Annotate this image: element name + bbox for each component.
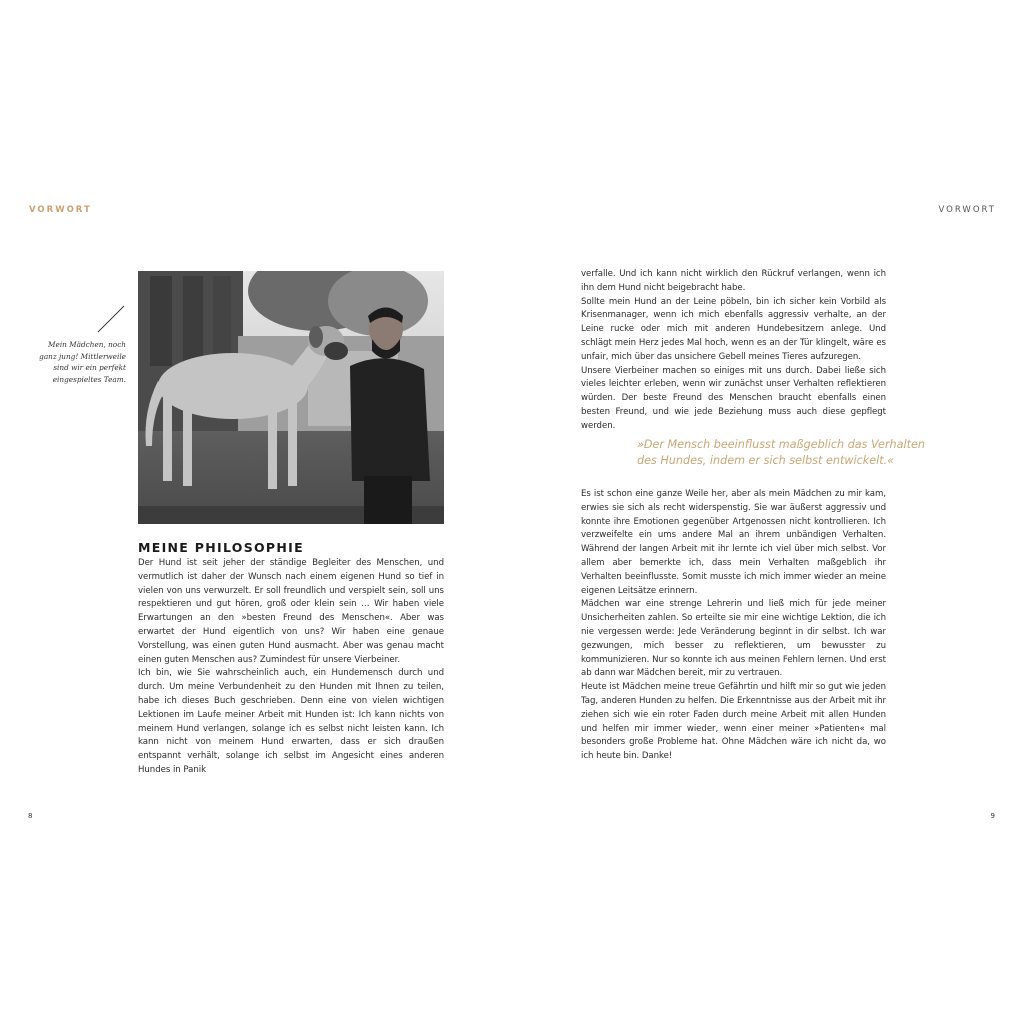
section-heading: MEINE PHILOSOPHIE — [138, 540, 304, 555]
right-paragraph-6: Heute ist Mädchen meine treue Gefährtin und hilft mir so gut wie jeden Tag, anderen Hunden zu helfen. Die Erkenntnisse aus der Arbeit mit ihr ziehen sich wie ein roter Faden durch meine Arbeit mit allen Hunden und helfen mir immer wieder, wenn einer meiner »Patienten« mal besonders große Probleme hat. Ohne Mädchen wäre ich nicht da, wo ich heute bin. Danke! — [581, 682, 886, 762]
running-head-right: VORWORT — [938, 205, 996, 215]
right-paragraph-1: verfalle. Und ich kann nicht wirklich den Rückruf verlangen, wenn ich ihn dem Hund nicht beigebracht habe. — [581, 269, 886, 293]
right-paragraph-3: Unsere Vierbeiner machen so einiges mit uns durch. Dabei ließe sich vieles leichter erleben, wenn wir zunächst unser Verhalten reflektieren würden. Der beste Freund des Menschen braucht ebenfalls einen besten Freund, und wie jede Beziehung muss auch diese gepflegt werden. — [581, 365, 886, 431]
photo-man-with-dog — [138, 271, 444, 524]
left-page-body — [138, 557, 444, 778]
left-paragraph-1: Der Hund ist seit jeher der ständige Begleiter des Menschen, und vermutlich ist daher der Wunsch nach einem eigenen Hund so tief in vielen von uns verwurzelt. Er soll freundlich und verspielt sein, soll uns respektieren und gut hören, groß oder klein sein … Wir haben viele Erwartungen an den »besten Freund des Menschen«. Aber was erwartet der Hund eigentlich von uns? Wir haben eine genaue Vorstellung, was einen guten Hund ausmacht. Aber was genau macht einen guten Menschen aus? Zumindest für unsere Vierbeiner. — [138, 558, 444, 665]
right-paragraph-2: Sollte mein Hund an der Leine pöbeln, bin ich sicher kein Vorbild als Krisenmanager, wenn ich mich ebenfalls aggressiv verhalte, an der Leine rucke oder mich mit anderen Hundebesitzern anlege. Und schlägt mein Herz jedes Mal hoch, wenn es an der Tür klingelt, wäre es unfair, mich über das unsichere Gebell meines Tieres aufzuregen. — [581, 296, 886, 362]
photo-caption — [26, 339, 126, 385]
page-number-right: 9 — [990, 812, 995, 820]
right-paragraph-5: Mädchen war eine strenge Lehrerin und ließ mich für jede meiner Unsicherheiten zahlen. So erteilte sie mir eine wichtige Lektion, die ich nie vergessen werde: Jede Veränderung beginnt in dir selbst. Ich war gezwungen, mich besser zu reflektieren, um bewusster zu kommunizieren. Nur so konnte ich aus meinen Fehlern lernen. Und erst ab dann war Mädchen bereit, mir zu vertrauen. — [581, 599, 886, 679]
caption-line-3: sind wir ein perfekt — [53, 363, 126, 372]
caption-pointer-line — [97, 305, 125, 333]
left-paragraph-2: Ich bin, wie Sie wahrscheinlich auch, ein Hundemensch durch und durch. Um meine Verbundenheit zu den Hunden mit Ihnen zu teilen, habe ich dieses Buch geschrieben. Denn eine von vielen wichtigen Lektionen im Laufe meiner Arbeit mit Hunden ist: Ich kann nichts von meinem Hund verlangen, solange ich es selbst nicht leisten kann. Ich kann nicht von meinem Hund erwarten, dass er sich draußen entspannt verhält, solange ich selbst im Angesicht eines anderen Hundes in Panik — [138, 668, 444, 775]
caption-line-4: eingespieltes Team. — [52, 374, 126, 384]
pull-quote: »Der Mensch beeinflusst maßgeblich das Verhalten des Hundes, indem er sich selbst entwickelt.« — [637, 438, 925, 467]
photo-illustration — [138, 271, 444, 524]
right-page-body-bottom — [581, 488, 886, 764]
page-number-left: 8 — [28, 812, 33, 820]
running-head-left: VORWORT — [29, 205, 92, 215]
caption-line-2: ganz jung! Mittlerweile — [39, 351, 126, 361]
caption-line-1: Mein Mädchen, noch — [48, 340, 126, 349]
right-page-body-top — [581, 268, 886, 434]
right-paragraph-4: Es ist schon eine ganze Weile her, aber als mein Mädchen zu mir kam, erwies sie sich als recht widerspenstig. Sie war äußerst aggressiv und konnte ihre Emotionen gegenüber Artgenossen nicht kontrollieren. Ich verzweifelte ein ums andere Mal an ihrem unbändigen Verhalten. Während der langen Arbeit mit ihr lernte ich viel über mich selbst. Vor allem aber bemerkte ich, dass mein Verhalten maßgeblich ihr Verhalten beeinflusste. Somit musste ich mich immer wieder an meine eigenen Leitsätze erinnern. — [581, 489, 886, 596]
